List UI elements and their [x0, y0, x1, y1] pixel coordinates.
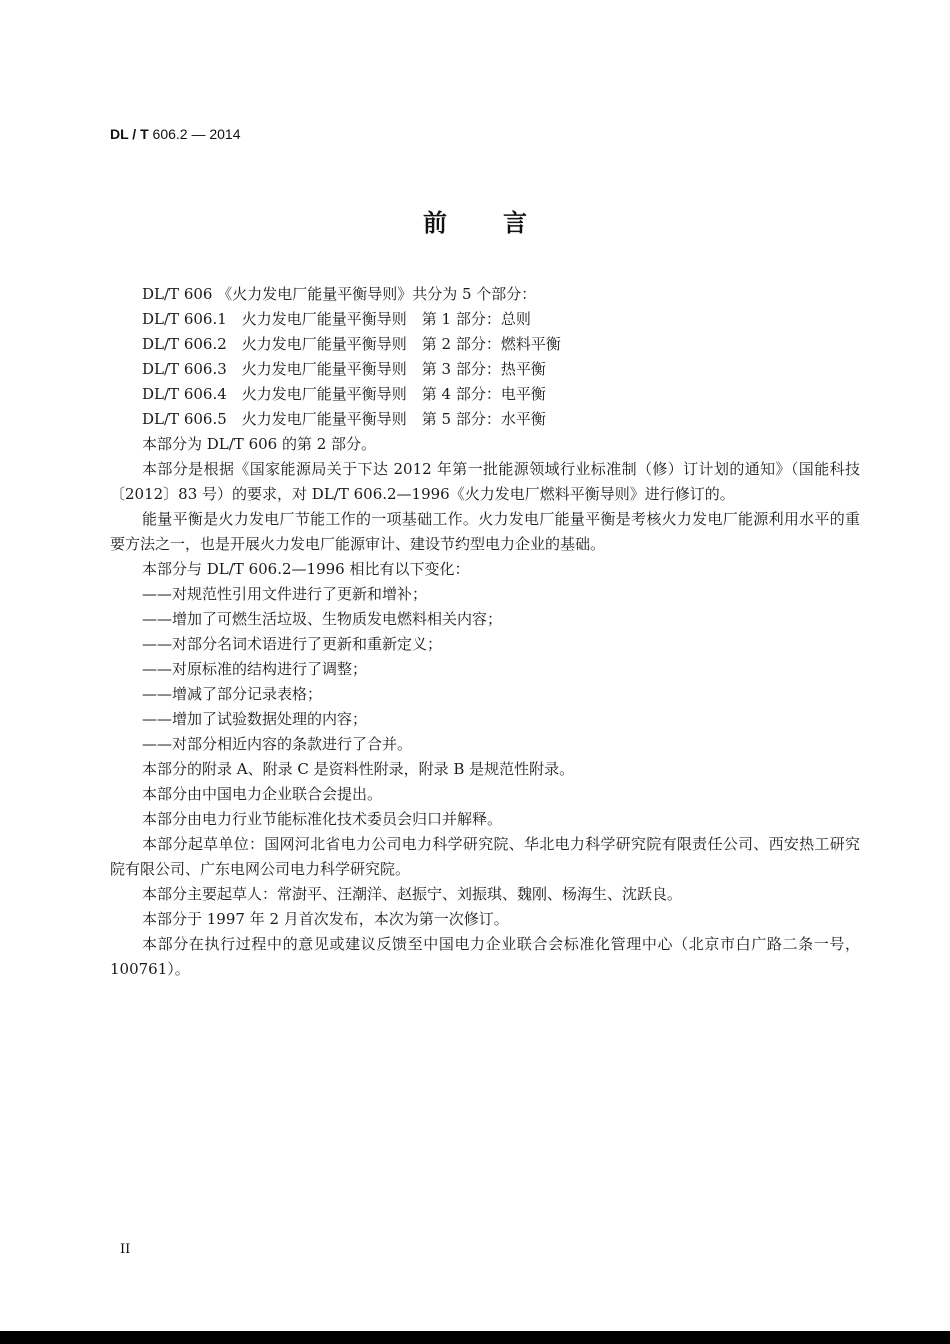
- list-item: ——增加了试验数据处理的内容；: [142, 710, 368, 728]
- paragraph: DL/T 606.4 火力发电厂能量平衡导则 第 4 部分：电平衡: [142, 385, 546, 403]
- list-item: ——对部分名词术语进行了更新和重新定义；: [142, 635, 443, 653]
- paragraph: 本部分起草单位：国网河北省电力公司电力科学研究院、华北电力科学研究院有限责任公司、西安热工研究院有限公司、广东电网公司电力科学研究院。: [110, 835, 860, 878]
- paragraph: 本部分在执行过程中的意见或建议反馈至中国电力企业联合会标准化管理中心（北京市白广路二条一号，100761）。: [110, 935, 860, 978]
- list-item: ——对规范性引用文件进行了更新和增补；: [142, 585, 428, 603]
- page-title: 前言: [423, 208, 583, 237]
- page-number: II: [120, 1242, 131, 1257]
- list-item: ——对原标准的结构进行了调整；: [142, 660, 368, 678]
- paragraph: 本部分是根据《国家能源局关于下达 2012 年第一批能源领域行业标准制（修）订计划的通知》（国能科技〔2012〕83 号）的要求，对 DL/T 606.2—1996《火力发电厂燃料平衡导则》进行修订的。: [110, 460, 860, 503]
- paragraph: 本部分的附录 A、附录 C 是资料性附录，附录 B 是规范性附录。: [142, 760, 575, 778]
- paragraph: 本部分为 DL/T 606 的第 2 部分。: [142, 435, 377, 453]
- paragraph: 本部分由中国电力企业联合会提出。: [142, 785, 383, 803]
- foreword-body: [110, 282, 860, 982]
- paragraph: DL/T 606 《火力发电厂能量平衡导则》共分为 5 个部分：: [142, 285, 537, 303]
- paragraph: 本部分由电力行业节能标准化技术委员会归口并解释。: [142, 810, 503, 828]
- paragraph: DL/T 606.5 火力发电厂能量平衡导则 第 5 部分：水平衡: [142, 410, 546, 428]
- standard-code-number: 606.2 — 2014: [152, 126, 241, 142]
- paragraph: 本部分主要起草人：常澍平、汪潮洋、赵振宁、刘振琪、魏刚、杨海生、沈跃良。: [142, 885, 683, 903]
- list-item: ——增加了可燃生活垃圾、生物质发电燃料相关内容；: [142, 610, 503, 628]
- list-item: ——对部分相近内容的条款进行了合并。: [142, 735, 413, 753]
- paragraph: 本部分于 1997 年 2 月首次发布，本次为第一次修订。: [142, 910, 509, 928]
- bottom-border: [0, 1331, 950, 1344]
- paragraph: DL/T 606.2 火力发电厂能量平衡导则 第 2 部分：燃料平衡: [142, 335, 561, 353]
- paragraph: 能量平衡是火力发电厂节能工作的一项基础工作。火力发电厂能量平衡是考核火力发电厂能源利用水平的重要方法之一，也是开展火力发电厂能源审计、建设节约型电力企业的基础。: [110, 510, 860, 553]
- standard-code: [110, 126, 241, 142]
- paragraph: DL/T 606.1 火力发电厂能量平衡导则 第 1 部分：总则: [142, 310, 531, 328]
- paragraph: 本部分与 DL/T 606.2—1996 相比有以下变化：: [142, 560, 470, 578]
- paragraph: DL/T 606.3 火力发电厂能量平衡导则 第 3 部分：热平衡: [142, 360, 546, 378]
- list-item: ——增减了部分记录表格；: [142, 685, 323, 703]
- standard-code-prefix: DL / T: [110, 126, 149, 142]
